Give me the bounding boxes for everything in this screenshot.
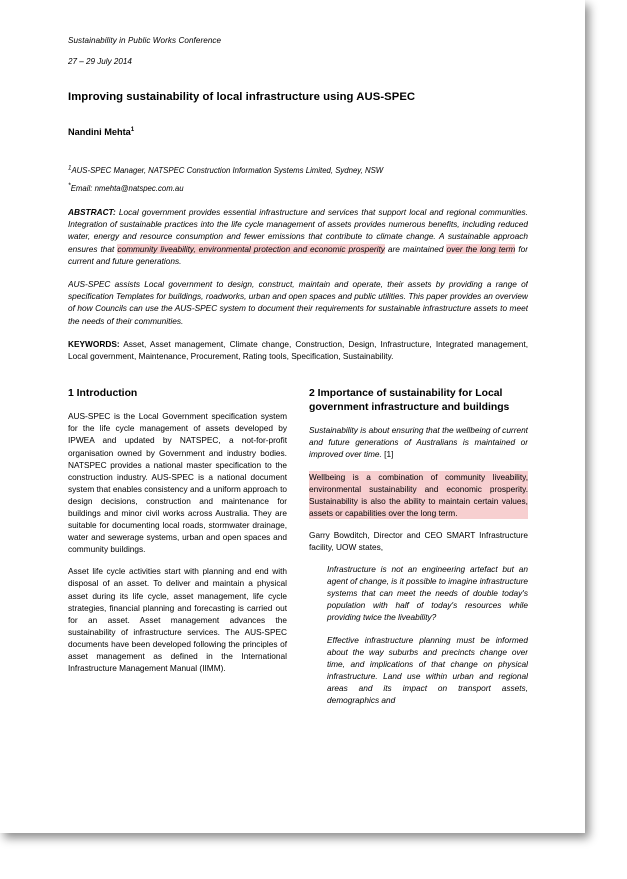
- author-affiliation: [68, 165, 528, 177]
- keywords-section: [68, 338, 528, 362]
- conference-name: Sustainability in Public Works Conference: [68, 36, 222, 45]
- importance-paragraph-2-highlighted: Wellbeing is a combination of community liveability, environmental sustainability and economic prosperity. Sustainability is also the ability to maintain certain values, assets or capabilities over the long term.: [309, 471, 528, 518]
- author-name: [68, 126, 528, 139]
- right-column: [309, 387, 528, 716]
- abstract-paragraph-2: AUS-SPEC assists Local government to design, construct, maintain and operate, their assets by providing a range of specification Templates for buildings, roadworks, urban and open spaces and public utilities. This paper provides an overview of how Councils can use the AUS-SPEC system to document their requirements for sustainable infrastructure assets to meet the needs of their communities.: [68, 279, 528, 326]
- importance-quote-text: Sustainability is about ensuring that the wellbeing of current and future generations of Australians is maintained or improved over time.: [309, 425, 528, 460]
- left-column: [68, 387, 287, 716]
- section-heading-importance: 2 Importance of sustainability for Local government infrastructure and buildings: [309, 388, 510, 414]
- keywords-label: KEYWORDS:: [68, 338, 120, 349]
- affiliation-text: AUS-SPEC Manager, NATSPEC Construction Information Systems Limited, Sydney, NSW: [71, 166, 384, 175]
- abstract-label: ABSTRACT:: [68, 207, 116, 217]
- paper-title: Improving sustainability of local infrastructure using AUS-SPEC: [68, 91, 416, 103]
- abstract-paragraph-1: [68, 206, 528, 267]
- keywords-text: Asset, Asset management, Climate change, Construction, Design, Infrastructure, Integrated management, Local government, Maintenance, Procurement, Rating tools, Specification, Sustainability.: [68, 338, 528, 362]
- abstract-highlight-2: over the long term: [446, 243, 516, 254]
- blockquote-1: Infrastructure is not an engineering artefact but an agent of change, is it possible to imagine infrastructure systems that can meet the needs of double today's population with half of today's resources while providing twice the liveability?: [327, 564, 528, 623]
- page-content: [68, 34, 528, 794]
- section-heading-introduction: 1 Introduction: [68, 388, 138, 400]
- bowditch-attribution: Garry Bowditch, Director and CEO SMART Infrastructure facility, UOW states,: [309, 529, 528, 552]
- author-name-text: Nandini Mehta: [68, 127, 131, 137]
- email-text: Email: nmehta@natspec.com.au: [70, 184, 184, 193]
- intro-paragraph-2: Asset life cycle activities start with planning and end with disposal of an asset. To deliver and maintain a physical asset during its life cycle, asset management, life cycle strategies, financial planning and forecasting is carried out for an asset. Asset management advances the sustainability of infrastructure services. The AUS-SPEC documents have been developed following the principles of asset management as defined in the International Infrastructure Management Manual (IIMM).: [68, 566, 287, 674]
- conference-dates: 27 – 29 July 2014: [68, 57, 132, 66]
- two-column-body: [68, 387, 528, 716]
- affiliation-marker: 1: [68, 164, 72, 172]
- abstract-text-mid: are maintained: [384, 243, 447, 254]
- author-affiliation-marker: 1: [130, 125, 135, 133]
- abstract-highlight-1: community liveability, environmental protection and economic prosperity: [117, 243, 385, 254]
- abstract-text-post: for current and future generations.: [68, 243, 528, 266]
- importance-paragraph-1: [309, 424, 528, 460]
- email-marker: *: [68, 182, 71, 190]
- importance-citation-ref: [1]: [381, 449, 394, 460]
- abstract-text-pre: Local government provides essential infrastructure and services that support local and regional communities. Integration of sustainable practices into the life cycle management of assets provides numerous benefits, including reduced water, energy and resource consumption and fewer emissions that contribute to climate change. A sustainable approach ensures that: [68, 207, 528, 254]
- author-email: [68, 183, 528, 195]
- blockquote-2: Effective infrastructure planning must be informed about the way suburbs and precincts change over time, and implications of that change on physical infrastructure. Land use within urban and regional areas and its impact on transport assets, demographics and: [327, 634, 528, 706]
- intro-paragraph-1: AUS-SPEC is the Local Government specification system for the life cycle management of assets developed by IPWEA and updated by NATSPEC, a not-for-profit organisation owned by Government and industry bodies. NATSPEC provides a national master specification to the construction industry. AUS-SPEC is a national document system that enables consistency and a uniform approach to design decisions, construction and maintenance for buildings and minor civil works across Australia. They are suitable for documenting local roads, stormwater drainage, water and sewerage systems, urban and open spaces and community buildings.: [68, 411, 287, 555]
